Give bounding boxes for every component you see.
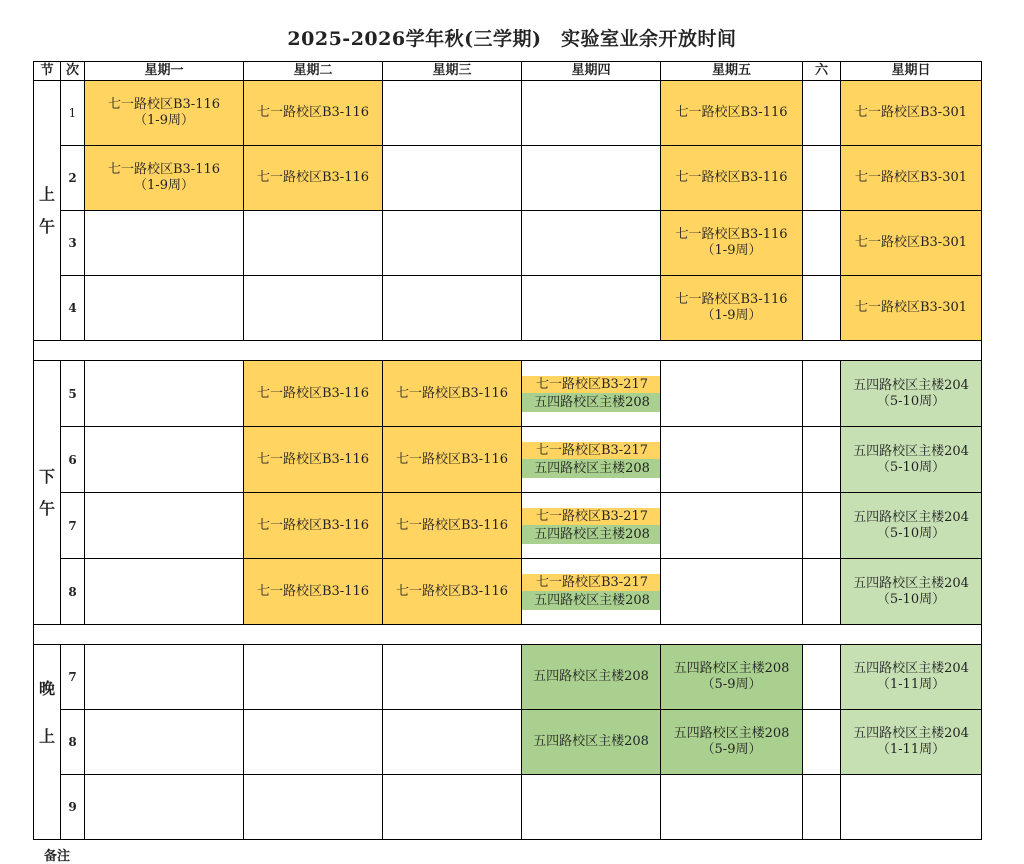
period-number: 7 [61,645,85,710]
tuesday-cell: 七一路校区B3-116 [244,427,383,493]
header-saturday: 六 [803,62,841,81]
period-char: 午 [38,216,55,236]
weeks-label: （1-9周） [701,308,762,323]
table-row [34,645,982,710]
weeks-label: （5-10周） [876,459,946,475]
monday-cell [85,361,244,427]
friday-cell [661,211,803,276]
header-wednesday: 星期三 [383,62,522,81]
period-label-evening [34,645,61,840]
friday-cell [661,361,803,427]
saturday-cell [803,645,841,710]
tuesday-cell [244,775,383,840]
room-label: 五四路校区主楼204 [853,726,969,741]
schedule-table [33,61,982,840]
thursday-cell [522,211,661,276]
monday-cell [85,710,244,775]
sunday-cell [841,427,982,493]
thursday-cell: 五四路校区主楼208 [522,645,661,710]
saturday-cell [803,211,841,276]
saturday-cell [803,493,841,559]
wednesday-cell [383,710,522,775]
sunday-cell [841,710,982,775]
tuesday-cell: 七一路校区B3-116 [244,81,383,146]
sunday-cell [841,775,982,840]
monday-cell [85,775,244,840]
wednesday-cell [383,276,522,341]
page-title: 2025-2026学年秋(三学期) 实验室业余开放时间 [287,28,737,50]
room-label: 五四路校区主楼208 [522,525,660,544]
room-label: 七一路校区B3-217 [522,376,660,393]
period-char: 晚 [38,679,55,698]
room-label: 五四路校区主楼204 [853,661,969,676]
separator [34,625,982,645]
period-char: 午 [38,498,55,518]
friday-cell: 七一路校区B3-116 [661,81,803,146]
separator-row [34,341,982,361]
sunday-cell: 七一路校区B3-301 [841,81,982,146]
saturday-cell [803,146,841,211]
period-number: 5 [61,361,85,427]
tuesday-cell [244,211,383,276]
saturday-cell [803,276,841,341]
header-monday: 星期一 [85,62,244,81]
header-order: 次 [61,62,85,81]
tuesday-cell: 七一路校区B3-116 [244,493,383,559]
saturday-cell [803,775,841,840]
friday-cell [661,559,803,625]
room-label: 五四路校区主楼204 [853,575,969,591]
separator [34,341,982,361]
period-number: 2 [61,146,85,211]
thursday-cell [522,81,661,146]
period-number: 7 [61,493,85,559]
wednesday-cell [383,645,522,710]
room-label: 五四路校区主楼208 [522,591,660,610]
header-row [34,62,982,81]
header-thursday: 星期四 [522,62,661,81]
room-label: 五四路校区主楼208 [522,459,660,478]
header-tuesday: 星期二 [244,62,383,81]
period-number: 1 [61,81,85,146]
room-label: 五四路校区主楼204 [853,377,969,393]
table-row [34,81,982,146]
friday-cell [661,710,803,775]
sunday-cell [841,645,982,710]
period-char: 上 [38,727,55,746]
table-row [34,559,982,625]
weeks-label: （5-10周） [876,525,946,541]
weeks-label: （5-10周） [876,393,946,409]
room-label: 七一路校区B3-116 [675,227,788,242]
thursday-cell [522,493,661,559]
wednesday-cell [383,775,522,840]
monday-cell [85,493,244,559]
wednesday-cell: 七一路校区B3-116 [383,427,522,493]
saturday-cell [803,710,841,775]
wednesday-cell: 七一路校区B3-116 [383,361,522,427]
weeks-label: （5-9周） [701,677,762,692]
table-row [34,211,982,276]
period-number: 3 [61,211,85,276]
room-label: 五四路校区主楼204 [853,443,969,459]
tuesday-cell: 七一路校区B3-116 [244,361,383,427]
tuesday-cell [244,645,383,710]
thursday-cell: 五四路校区主楼208 [522,710,661,775]
weeks-label: （5-9周） [701,742,762,757]
monday-cell [85,559,244,625]
thursday-cell [522,775,661,840]
monday-cell [85,427,244,493]
sunday-cell: 七一路校区B3-301 [841,211,982,276]
room-label: 七一路校区B3-116 [107,97,221,112]
room-label: 七一路校区B3-217 [522,442,660,459]
tuesday-cell [244,710,383,775]
room-label: 五四路校区主楼208 [673,661,790,676]
separator-row [34,625,982,645]
sunday-cell [841,361,982,427]
table-row [34,427,982,493]
weeks-label: （5-10周） [876,591,946,607]
saturday-cell [803,361,841,427]
sunday-cell: 七一路校区B3-301 [841,276,982,341]
period-char: 上 [38,184,55,204]
wednesday-cell: 七一路校区B3-116 [383,493,522,559]
wednesday-cell [383,146,522,211]
weeks-label: （1-11周） [876,742,946,757]
wednesday-cell: 七一路校区B3-116 [383,559,522,625]
friday-cell [661,775,803,840]
weeks-label: （1-9周） [134,113,194,128]
header-friday: 星期五 [661,62,803,81]
room-label: 五四路校区主楼208 [522,393,660,412]
room-label: 七一路校区B3-217 [522,508,660,525]
room-label: 七一路校区B3-116 [107,162,221,177]
period-number: 8 [61,559,85,625]
period-label-afternoon [34,361,61,625]
saturday-cell [803,427,841,493]
monday-cell [85,276,244,341]
header-sunday: 星期日 [841,62,982,81]
sunday-cell [841,493,982,559]
friday-cell [661,427,803,493]
thursday-cell [522,276,661,341]
table-row [34,493,982,559]
wednesday-cell [383,211,522,276]
weeks-label: （1-9周） [134,178,194,193]
thursday-cell [522,559,661,625]
period-number: 6 [61,427,85,493]
weeks-label: （1-11周） [876,677,946,692]
friday-cell [661,645,803,710]
sunday-cell [841,559,982,625]
saturday-cell [803,559,841,625]
friday-cell [661,493,803,559]
wednesday-cell [383,81,522,146]
thursday-cell [522,146,661,211]
thursday-cell [522,427,661,493]
room-label: 七一路校区B3-217 [522,574,660,591]
period-number: 9 [61,775,85,840]
table-row [34,146,982,211]
monday-cell [85,81,244,146]
table-row [34,361,982,427]
saturday-cell [803,81,841,146]
period-char: 下 [38,466,55,486]
thursday-cell [522,361,661,427]
sunday-cell: 七一路校区B3-301 [841,146,982,211]
friday-cell: 七一路校区B3-116 [661,146,803,211]
room-label: 七一路校区B3-116 [675,292,788,307]
room-label: 五四路校区主楼208 [673,726,790,741]
monday-cell [85,645,244,710]
period-number: 4 [61,276,85,341]
monday-cell [85,211,244,276]
period-number: 8 [61,710,85,775]
friday-cell [661,276,803,341]
period-label-morning [34,81,61,341]
table-row [34,775,982,840]
tuesday-cell [244,276,383,341]
table-row [34,710,982,775]
remark-label: 备注 [44,849,71,864]
header-section: 节 [34,62,61,81]
room-label: 五四路校区主楼204 [853,509,969,525]
weeks-label: （1-9周） [701,243,762,258]
table-row [34,276,982,341]
tuesday-cell: 七一路校区B3-116 [244,559,383,625]
monday-cell [85,146,244,211]
tuesday-cell: 七一路校区B3-116 [244,146,383,211]
